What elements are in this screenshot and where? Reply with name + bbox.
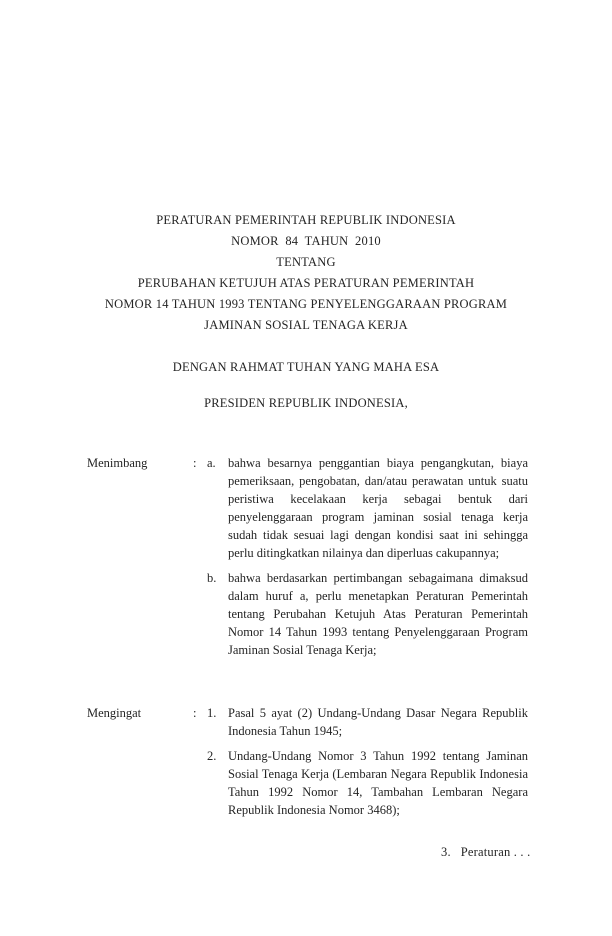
menimbang-items [207, 454, 528, 666]
menimbang-label: Menimbang [87, 456, 148, 470]
invocation-line: DENGAN RAHMAT TUHAN YANG MAHA ESA [172, 360, 440, 374]
mengingat-item-2 [207, 747, 528, 819]
page-catchword: 3. Peraturan . . . [441, 845, 531, 859]
menimbang-clause [87, 454, 529, 666]
title-line-tentang: TENTANG [276, 255, 336, 269]
item-marker: b. [207, 571, 217, 585]
title-line-amendment: PERUBAHAN KETUJUH ATAS PERATURAN PEMERINTAH [137, 276, 475, 290]
menimbang-item-b [207, 569, 528, 659]
mengingat-label: Mengingat [87, 706, 142, 720]
title-block [86, 210, 526, 336]
menimbang-colon: : [193, 456, 197, 470]
item-marker: 2. [207, 749, 217, 763]
mengingat-clause [87, 704, 529, 826]
mengingat-colon: : [193, 706, 197, 720]
item-marker: a. [207, 456, 216, 470]
item-text: bahwa berdasarkan pertimbangan sebagaimana dimaksud dalam huruf a, perlu menetapkan Peraturan Pemerintah tentang Perubahan Ketujuh Atas Peraturan Pemerintah Nomor 14 Tahun 1993 tentang Penyelenggaraan Program Jaminan Sosial Tenaga Kerja; [228, 571, 528, 657]
mengingat-item-1 [207, 704, 528, 740]
title-line-program-name: JAMINAN SOSIAL TENAGA KERJA [204, 318, 408, 332]
menimbang-item-a [207, 454, 528, 562]
authority-line: PRESIDEN REPUBLIK INDONESIA, [204, 396, 408, 410]
title-line-number-year: NOMOR 84 TAHUN 2010 [231, 234, 381, 248]
item-text: bahwa besarnya penggantian biaya pengangkutan, biaya pemeriksaan, pengobatan, dan/atau perawatan untuk suatu peristiwa kecelakaan kerja sebagai bentuk dari penyelenggaraan program jaminan sosial tenaga kerja sudah tidak sesuai lagi dengan kondisi saat ini sehingga perlu ditingkatkan nilainya dan diperluas cakupannya; [228, 456, 528, 560]
mengingat-items [207, 704, 528, 826]
item-text: Undang-Undang Nomor 3 Tahun 1992 tentang Jaminan Sosial Tenaga Kerja (Lembaran Negara Republik Indonesia Tahun 1992 Nomor 14, Tambahan Lembaran Negara Republik Indonesia Nomor 3468); [228, 749, 528, 817]
title-line-regulation: PERATURAN PEMERINTAH REPUBLIK INDONESIA [156, 213, 456, 227]
title-line-base-regulation: NOMOR 14 TAHUN 1993 TENTANG PENYELENGGARAAN PROGRAM [104, 297, 508, 311]
item-text: Pasal 5 ayat (2) Undang-Undang Dasar Negara Republik Indonesia Tahun 1945; [228, 706, 528, 738]
item-marker: 1. [207, 706, 217, 720]
